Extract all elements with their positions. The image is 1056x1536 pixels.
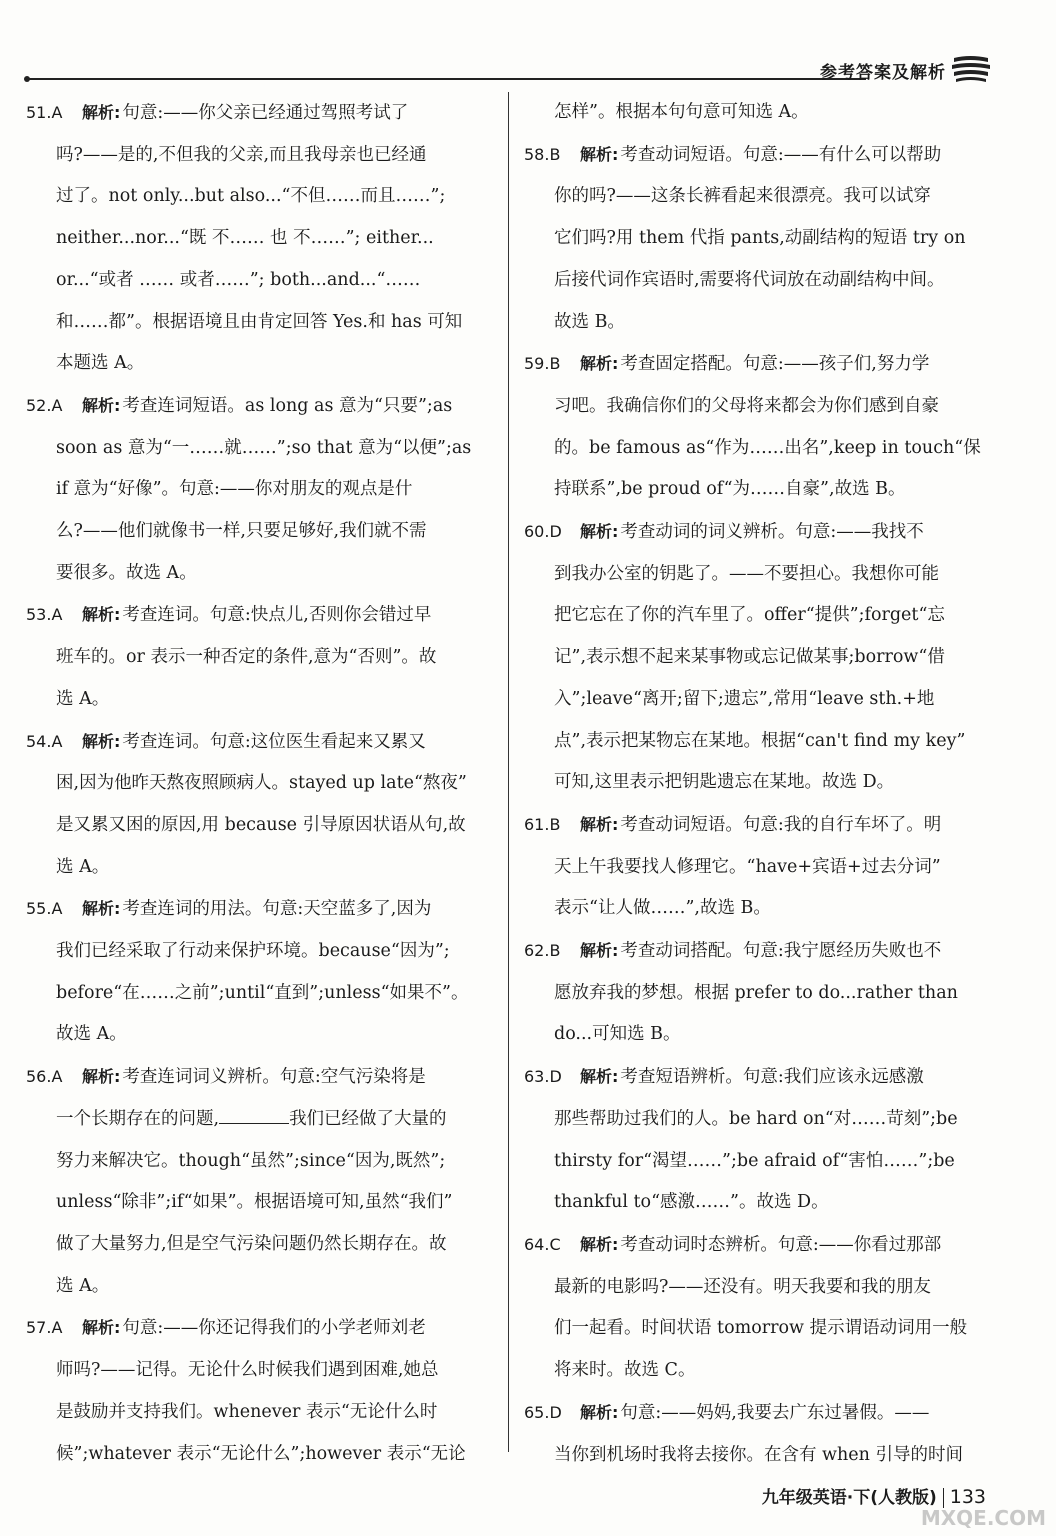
answer-line: 选 A。: [56, 1275, 110, 1296]
answer-line: neither...nor...“既 不…… 也 不……”; either...: [56, 228, 434, 249]
answer-line: 当你到机场时我将去接你。在含有 when 引导的时间: [554, 1444, 964, 1465]
footer-book-title: 九年级英语·下(人教版): [761, 1488, 937, 1508]
answer-first-line: [524, 511, 988, 554]
analysis-label: 解析:: [580, 144, 619, 164]
answer-number: 53.A: [26, 605, 63, 625]
answer-number: 65.D: [524, 1402, 562, 1422]
answer-line: 那些帮助过我们的人。be hard on“对……苛刻”;be: [554, 1108, 958, 1129]
analysis-label: 解析:: [580, 1067, 619, 1087]
analysis-label: 解析:: [580, 522, 619, 542]
column-divider: [508, 92, 509, 1452]
answer-line: 将来时。故选 C。: [554, 1360, 696, 1381]
answer-entry: [524, 1224, 988, 1392]
answer-text: 考查连词的用法。句意:天空蓝多了,因为: [122, 899, 432, 920]
answer-line: 一个长期存在的问题, 我们已经做了大量的: [26, 1099, 492, 1141]
answer-line: 后接代词作宾语时,需要将代词放在动副结构中间。: [554, 269, 945, 290]
answer-entry: [26, 1307, 492, 1475]
answer-first-line: [26, 721, 492, 764]
analysis-label: 解析:: [82, 899, 121, 919]
answer-number: 54.A: [26, 731, 63, 751]
answer-entry: [524, 1056, 988, 1224]
answer-number: 56.A: [26, 1067, 63, 1087]
answer-line: 持联系”,be proud of“为……自豪”,故选 B。: [554, 479, 906, 500]
answer-first-line: [524, 343, 988, 386]
answer-first-line: [524, 804, 988, 847]
answer-line: 选 A。: [56, 856, 110, 877]
answer-line: 记”,表示想不起来某事物或忘记做某事;borrow“借: [554, 647, 945, 668]
answer-line: 点”,表示把某物忘在某地。根据“can't find my key”: [554, 730, 966, 751]
answer-text: 考查连词。句意:这位医生看起来又累又: [122, 731, 426, 752]
answer-first-line: [26, 385, 492, 428]
answer-number: 58.B: [524, 144, 561, 164]
answer-entry: [524, 1392, 988, 1476]
answer-first-line: [26, 92, 492, 135]
answer-line: 们一起看。时间状语 tomorrow 提示谓语动词用一般: [554, 1318, 968, 1339]
analysis-label: 解析:: [580, 1234, 619, 1254]
answer-first-line: [524, 134, 988, 177]
answer-line: 和……都”。根据语境且由肯定回答 Yes.和 has 可知: [56, 311, 463, 332]
answer-line: 吗?——是的,不但我的父亲,而且我母亲也已经通: [56, 144, 427, 165]
answer-first-line: [524, 930, 988, 973]
page-header: [26, 48, 986, 88]
answer-first-line: [524, 1056, 988, 1099]
answer-text: 考查动词搭配。句意:我宁愿经历失败也不: [620, 941, 942, 962]
answer-line: 选 A。: [56, 688, 110, 709]
answer-entry: [524, 343, 988, 511]
watermark-text: MXQE.COM: [920, 1506, 1046, 1530]
answer-line: 到我办公室的钥匙了。——不要担心。我想你可能: [554, 563, 939, 584]
analysis-label: 解析:: [82, 103, 121, 122]
answer-line: 么?——他们就像书一样,只要足够好,我们就不需: [56, 521, 427, 542]
answer-line: unless“除非”;if“如果”。根据语境可知,虽然“我们”: [56, 1192, 453, 1213]
answer-first-line: [26, 888, 492, 931]
answer-line: 做了大量努力,但是空气污染问题仍然长期存在。故: [56, 1233, 447, 1254]
answer-number: 57.A: [26, 1318, 63, 1338]
answer-first-line: [26, 594, 492, 637]
answer-entry: [26, 92, 492, 385]
answer-first-line: [26, 1056, 492, 1099]
answer-first-line: [26, 1307, 492, 1350]
answer-number: 60.D: [524, 522, 562, 542]
answer-number: 61.B: [524, 814, 561, 834]
answer-line: 天上午我要找人修理它。“have+宾语+过去分词”: [554, 856, 941, 877]
answer-line: 故选 A。: [56, 1024, 127, 1045]
answer-number: 62.B: [524, 941, 561, 961]
answer-line: 表示“让人做……”,故选 B。: [554, 898, 771, 919]
answer-line: 要很多。故选 A。: [56, 562, 197, 583]
answer-line: do...可知选 B。: [554, 1024, 681, 1045]
answer-text: 考查固定搭配。句意:——孩子们,努力学: [620, 354, 930, 375]
answer-text: 句意:——妈妈,我要去广东过暑假。——: [620, 1402, 930, 1423]
fill-in-blank: [219, 1105, 289, 1124]
answer-line: 我们已经采取了行动来保护环境。because“因为”;: [56, 941, 450, 962]
header-title: 参考答案及解析: [820, 63, 946, 83]
book-stack-icon: [950, 52, 992, 84]
answer-line: 是鼓励并支持我们。whenever 表示“无论什么时: [56, 1401, 438, 1422]
answer-entry: [26, 888, 492, 1056]
left-column: [26, 92, 492, 1475]
answer-line: if 意为“好像”。句意:——你对朋友的观点是什: [56, 479, 413, 500]
analysis-label: 解析:: [580, 814, 619, 834]
analysis-label: 解析:: [82, 1067, 121, 1087]
analysis-label: 解析:: [82, 1318, 121, 1338]
answer-entry: [524, 92, 988, 134]
watermark-logo: [920, 1464, 1050, 1534]
answer-text: 考查连词词义辨析。句意:空气污染将是: [122, 1067, 426, 1088]
answer-text: 考查动词的词义辨析。句意:——我找不: [620, 522, 924, 543]
answer-line: 是又累又困的原因,用 because 引导原因状语从句,故: [56, 814, 466, 835]
answer-entry: [524, 134, 988, 344]
answer-text: 考查动词短语。句意:——有什么可以帮助: [620, 144, 942, 165]
analysis-label: 解析:: [82, 605, 121, 625]
answer-line: 愿放弃我的梦想。根据 prefer to do...rather than: [554, 982, 958, 1003]
answer-line: 你的吗?——这条长裤看起来很漂亮。我可以试穿: [554, 186, 931, 207]
analysis-label: 解析:: [82, 731, 121, 751]
answer-line: thankful to“感激……”。故选 D。: [554, 1192, 829, 1213]
answer-line: 本题选 A。: [56, 353, 145, 374]
answer-line: or...“或者 …… 或者……”; both...and...“……: [56, 269, 421, 290]
answer-line: soon as 意为“一……就……”;so that 意为“以便”;as: [56, 437, 472, 458]
answer-text: 句意:——你父亲已经通过驾照考试了: [122, 103, 409, 123]
answer-text: 考查连词。句意:快点儿,否则你会错过早: [122, 605, 432, 626]
right-column: [524, 92, 988, 1476]
header-rule: [26, 78, 866, 80]
answer-number: 52.A: [26, 395, 63, 415]
answer-number: 64.C: [524, 1234, 561, 1254]
answer-entry: [524, 511, 988, 804]
answer-number: 63.D: [524, 1067, 562, 1087]
answer-line: 故选 B。: [554, 311, 625, 332]
analysis-label: 解析:: [580, 941, 619, 961]
answer-line: 候”;whatever 表示“无论什么”;however 表示“无论: [56, 1443, 466, 1464]
answer-entry: [26, 385, 492, 595]
answer-line: 困,因为他昨天熬夜照顾病人。stayed up late“熬夜”: [56, 773, 467, 794]
answer-line: 入”;leave“离开;留下;遗忘”,常用“leave sth.+地: [554, 688, 935, 709]
answer-line: 习吧。我确信你们的父母将来都会为你们感到自豪: [554, 395, 939, 416]
answer-line: 把它忘在了你的汽车里了。offer“提供”;forget“忘: [554, 605, 945, 626]
analysis-label: 解析:: [580, 354, 619, 374]
answer-text: 考查动词时态辨析。句意:——你看过那部: [620, 1234, 942, 1255]
answer-line: before“在……之前”;until“直到”;unless“如果不”。: [56, 982, 469, 1003]
answer-line: 可知,这里表示把钥匙遗忘在某地。故选 D。: [554, 772, 895, 793]
answer-entry: [26, 594, 492, 720]
answer-number: 55.A: [26, 899, 63, 919]
answer-line: 的。be famous as“作为……出名”,keep in touch“保: [554, 437, 981, 458]
analysis-label: 解析:: [580, 1402, 619, 1422]
answer-entry: [524, 804, 988, 930]
answer-line: 怎样”。根据本句句意可知选 A。: [554, 102, 809, 122]
answer-first-line: [524, 1392, 988, 1435]
answer-line: 班车的。or 表示一种否定的条件,意为“否则”。故: [56, 647, 437, 668]
answer-entry: [524, 930, 988, 1056]
answer-line: 它们吗?用 them 代指 pants,动副结构的短语 try on: [554, 228, 966, 249]
analysis-label: 解析:: [82, 395, 121, 415]
answer-line: thirsty for“渴望……”;be afraid of“害怕……”;be: [554, 1150, 955, 1171]
answer-text: 考查连词短语。as long as 意为“只要”;as: [122, 395, 453, 416]
answer-line: 过了。not only...but also...“不但……而且……”;: [56, 186, 446, 207]
answer-entry: [26, 1056, 492, 1307]
answer-line: 努力来解决它。though“虽然”;since“因为,既然”;: [56, 1150, 446, 1171]
answer-number: 59.B: [524, 354, 561, 374]
answer-text: 考查短语辨析。句意:我们应该永远感激: [620, 1067, 924, 1088]
answer-line: 师吗?——记得。无论什么时候我们遇到困难,她总: [56, 1360, 439, 1381]
answer-line: 最新的电影吗?——还没有。明天我要和我的朋友: [554, 1276, 931, 1297]
answer-number: 51.A: [26, 103, 63, 122]
answer-entry: [26, 721, 492, 889]
answer-first-line: [524, 1224, 988, 1267]
answer-text: 句意:——你还记得我们的小学老师刘老: [122, 1318, 426, 1339]
page-number: 133: [949, 1486, 986, 1508]
answer-text: 考查动词短语。句意:我的自行车坏了。明: [620, 814, 942, 835]
